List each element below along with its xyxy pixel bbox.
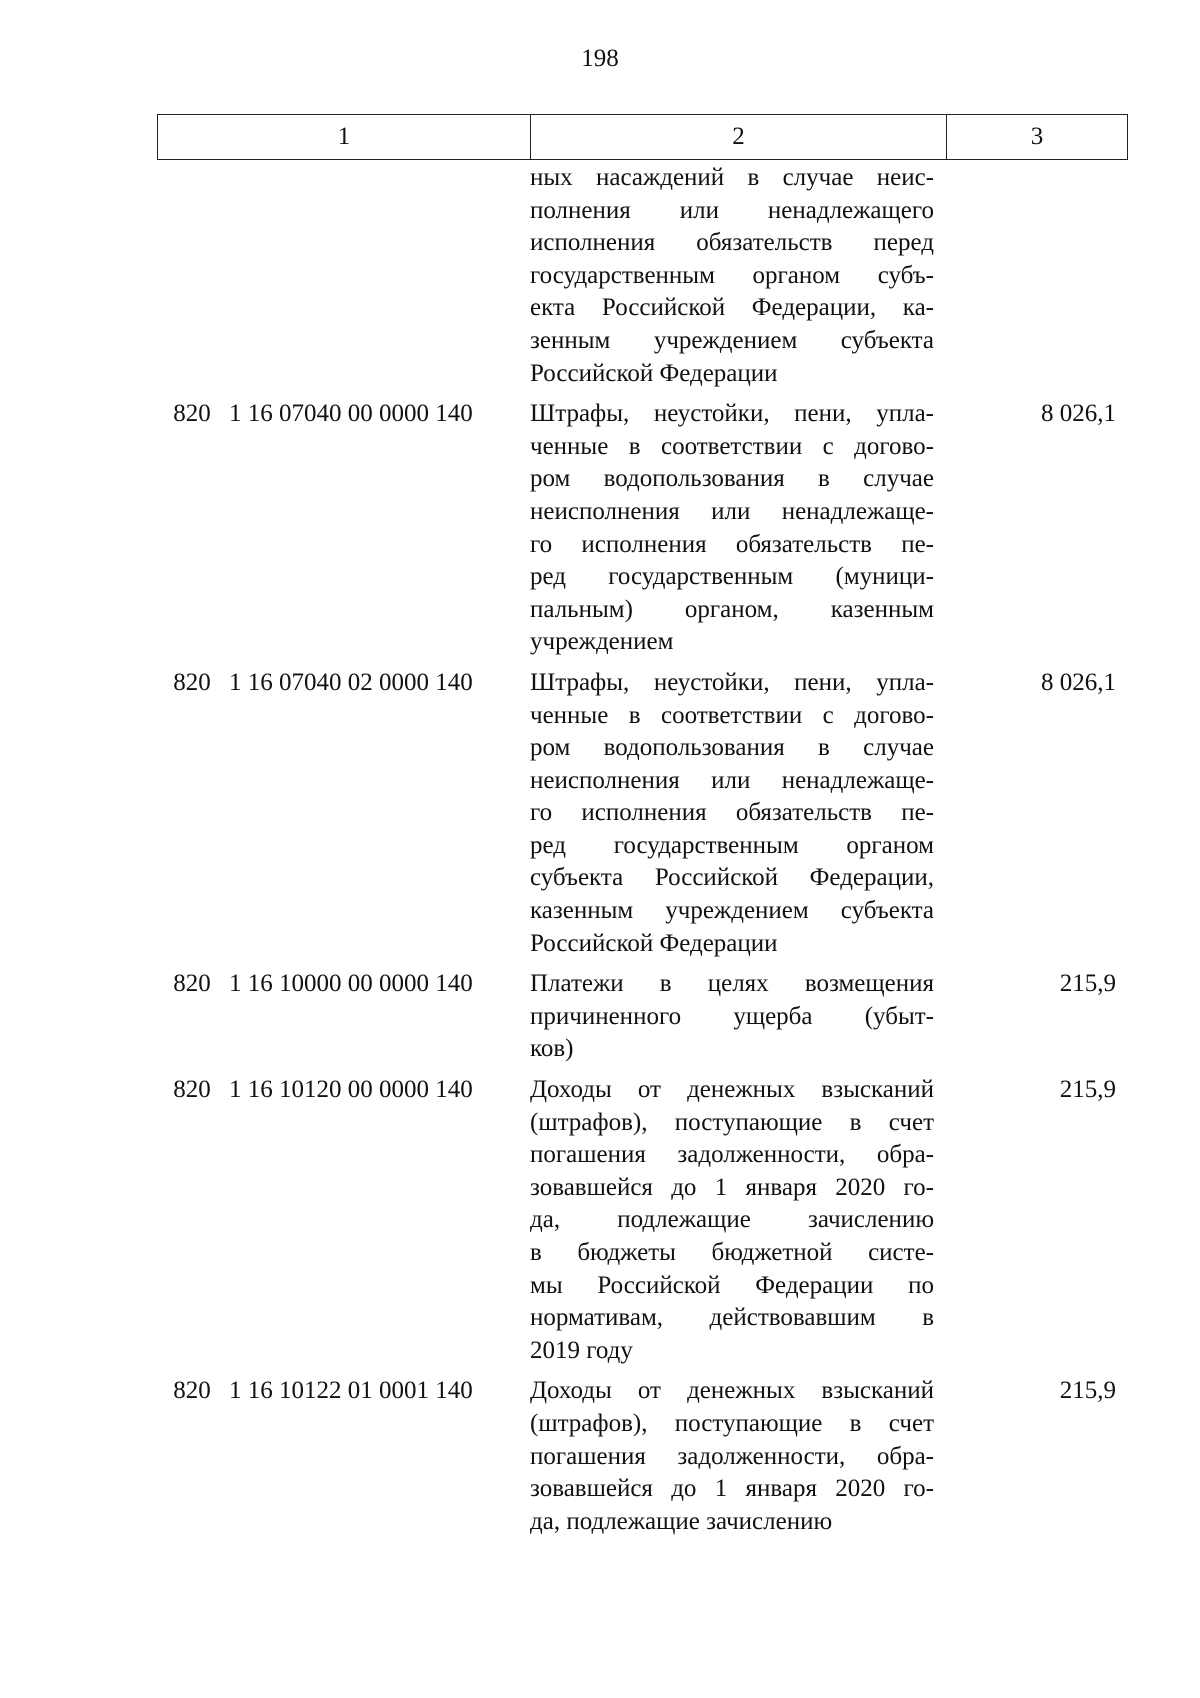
table-row [157, 398, 1128, 659]
description-line: государственным органом субъ- [530, 261, 934, 289]
table-row [157, 667, 1128, 960]
table-header [157, 114, 1128, 160]
header-col-1: 1 [158, 115, 531, 159]
description-line: казенным учреждением субъекта [530, 897, 934, 925]
description-line: Штрафы, неустойки, пени, упла- [530, 400, 934, 428]
header-col-3: 3 [1030, 123, 1044, 150]
description-line: ных насаждений в случае неис- [530, 164, 934, 191]
description-line: Платежи в целях возмещения [530, 970, 934, 998]
budget-code-cell: 1 16 07040 02 0000 140 [229, 668, 473, 696]
amount-cell: 8 026,1 [1041, 668, 1116, 696]
amount-cell: 215,9 [1059, 1076, 1116, 1104]
budget-code-cell: 1 16 10120 00 0000 140 [229, 1076, 473, 1104]
description-line: Доходы от денежных взысканий [530, 1076, 934, 1104]
table-row [157, 162, 1128, 390]
description-line: 2019 году [530, 1336, 633, 1364]
budget-code-cell [227, 162, 529, 390]
table-row [157, 968, 1128, 1066]
description-line: ков) [530, 1035, 574, 1063]
description-line: погашения задолженности, обра- [530, 1442, 934, 1470]
admin-code-cell: 820 [173, 400, 211, 428]
description-line: Российской Федерации [530, 359, 778, 387]
description-line: ченные в соответствии с догово- [530, 432, 934, 460]
description-cell [530, 1074, 934, 1367]
description-line: го исполнения обязательств пе- [530, 799, 934, 827]
description-line: погашения задолженности, обра- [530, 1141, 934, 1169]
amount-cell [934, 162, 1128, 390]
admin-code-cell: 820 [173, 1076, 211, 1104]
description-line: полнения или ненадлежащего [530, 196, 934, 224]
budget-code-cell: 1 16 07040 00 0000 140 [229, 400, 473, 428]
description-line: ред государственным (муници- [530, 563, 934, 591]
header-col-2: 2 [531, 115, 947, 159]
description-line: мы Российской Федерации по [530, 1271, 934, 1299]
description-line: Штрафы, неустойки, пени, упла- [530, 668, 934, 696]
description-line: нормативам, действовавшим в [530, 1304, 934, 1332]
description-line: неисполнения или ненадлежаще- [530, 766, 934, 794]
description-line: зенным учреждением субъекта [530, 326, 934, 354]
description-line: учреждением [530, 628, 674, 656]
description-line: пальным) органом, казенным [530, 595, 934, 623]
budget-code-cell: 1 16 10000 00 0000 140 [229, 970, 473, 998]
description-line: ред государственным органом [530, 831, 934, 859]
description-line: зовавшейся до 1 января 2020 го- [530, 1173, 934, 1201]
description-line: неисполнения или ненадлежаще- [530, 497, 934, 525]
description-line: да, подлежащие зачислению [530, 1507, 833, 1535]
admin-code-cell [157, 162, 227, 390]
description-line: го исполнения обязательств пе- [530, 530, 934, 558]
amount-cell: 215,9 [1059, 970, 1116, 998]
description-cell [530, 968, 934, 1066]
description-line: екта Российской Федерации, ка- [530, 294, 934, 322]
description-line: да, подлежащие зачислению [530, 1206, 934, 1234]
description-cell [530, 667, 934, 960]
table-row [157, 1375, 1128, 1538]
budget-code-cell: 1 16 10122 01 0001 140 [229, 1377, 473, 1405]
description-line: Российской Федерации [530, 929, 778, 957]
description-cell [530, 1375, 934, 1538]
description-line: Доходы от денежных взысканий [530, 1377, 934, 1405]
description-line: в бюджеты бюджетной систе- [530, 1239, 934, 1266]
description-line: ром водопользования в случае [530, 734, 934, 762]
admin-code-cell: 820 [173, 970, 211, 998]
description-line: ченные в соответствии с догово- [530, 701, 934, 729]
table-row [157, 1074, 1128, 1367]
amount-cell: 8 026,1 [1041, 400, 1116, 428]
description-line: (штрафов), поступающие в счет [530, 1409, 934, 1437]
description-line: исполнения обязательств перед [530, 229, 934, 257]
description-cell [530, 162, 934, 390]
description-line: субъекта Российской Федерации, [530, 864, 934, 892]
page-number: 198 [581, 45, 619, 72]
description-line: зовавшейся до 1 января 2020 го- [530, 1475, 934, 1503]
admin-code-cell: 820 [173, 668, 211, 696]
table-body [157, 162, 1128, 1538]
description-line: ром водопользования в случае [530, 465, 934, 493]
description-cell [530, 398, 934, 659]
description-line: причиненного ущерба (убыт- [530, 1002, 934, 1030]
admin-code-cell: 820 [173, 1377, 211, 1405]
description-line: (штрафов), поступающие в счет [530, 1108, 934, 1136]
amount-cell: 215,9 [1059, 1377, 1116, 1405]
